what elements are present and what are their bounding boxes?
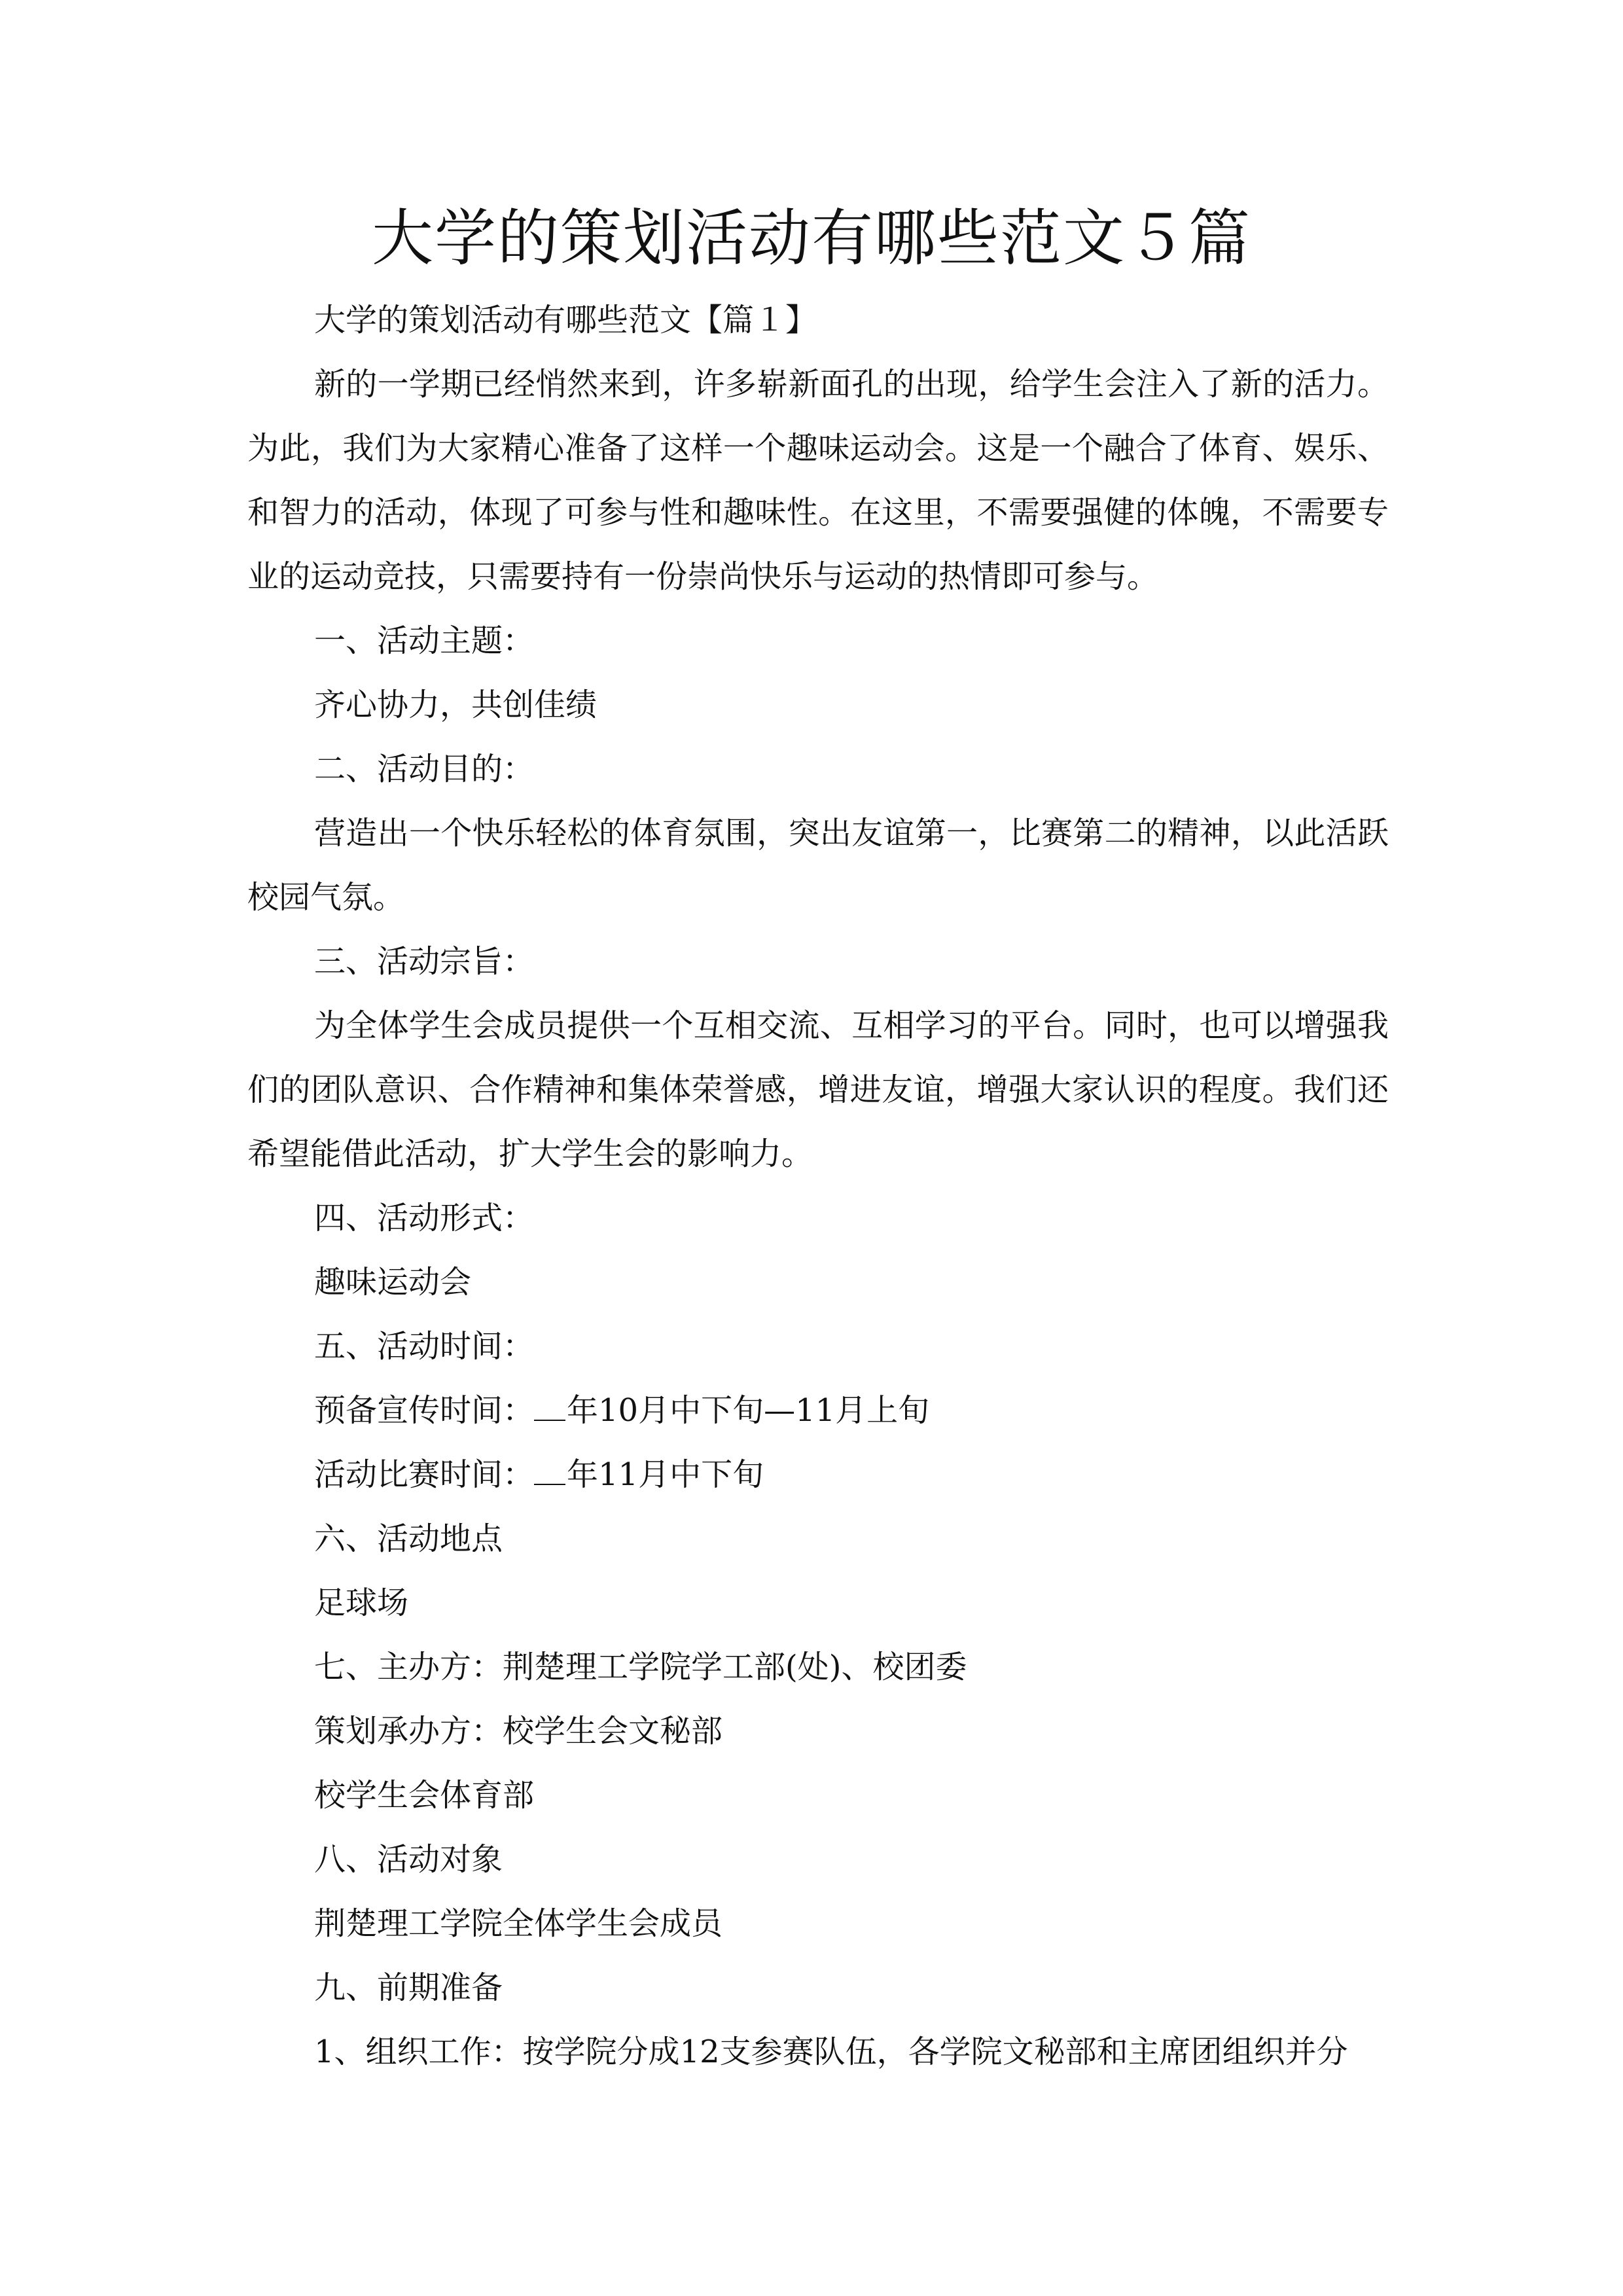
heading-audience: 八、活动对象 (314, 1841, 503, 1878)
intro-paragraph: 新的一学期已经悄然来到，许多崭新面孔的出现，给学生会注入了新的活力。为此，我们为大家精心准备了这样一个趣味运动会。这是一个融合了体育、娱乐、和智力的活动，体现了可参与性和趣味性。在这里，不需要强健的体魄，不需要专业的运动竞技，只需要持有一份崇尚快乐与运动的热情即可参与。 (247, 366, 1389, 595)
heading-purpose: 二、活动目的： (314, 751, 535, 787)
blank-underline (534, 1395, 565, 1421)
event-time-line (247, 1443, 1389, 1507)
organizer-line-1: 策划承办方：校学生会文秘部 (314, 1713, 723, 1749)
location-text: 足球场 (314, 1585, 409, 1621)
heading-tenet: 三、活动宗旨： (314, 943, 535, 980)
preparation-item-1: 1、组织工作：按学院分成12支参赛队伍，各学院文秘部和主席团组织并分 (314, 2034, 1348, 2070)
heading-theme: 一、活动主题： (314, 622, 535, 659)
heading-host: 七、主办方：荆楚理工学院学工部(处)、校团委 (314, 1649, 967, 1685)
document-body (247, 288, 1389, 2084)
tenet-text: 为全体学生会成员提供一个互相交流、互相学习的平台。同时，也可以增强我们的团队意识、合作精神和集体荣誉感，增进友谊，增强大家认识的程度。我们还希望能借此活动，扩大学生会的影响力。 (247, 1007, 1389, 1172)
event-time-label: 活动比赛时间： (314, 1456, 535, 1493)
blank-underline (534, 1459, 565, 1485)
section-heading: 大学的策划活动有哪些范文【篇１】 (314, 302, 817, 338)
prep-time-value: 年10月中下旬—11月上旬 (567, 1392, 930, 1429)
heading-time: 五、活动时间： (314, 1328, 535, 1365)
document-title: 大学的策划活动有哪些范文５篇 (371, 203, 1251, 274)
heading-preparation: 九、前期准备 (314, 1969, 503, 2006)
event-time-value: 年11月中下旬 (567, 1456, 764, 1493)
heading-location: 六、活动地点 (314, 1520, 503, 1557)
purpose-text: 营造出一个快乐轻松的体育氛围，突出友谊第一，比赛第二的精神，以此活跃校园气氛。 (247, 815, 1389, 916)
prep-time-line (247, 1378, 1389, 1443)
theme-text: 齐心协力，共创佳绩 (314, 687, 597, 723)
audience-text: 荆楚理工学院全体学生会成员 (314, 1905, 723, 1942)
organizer-line-2: 校学生会体育部 (314, 1777, 535, 1814)
heading-format: 四、活动形式： (314, 1200, 535, 1236)
format-text: 趣味运动会 (314, 1264, 472, 1300)
prep-time-label: 预备宣传时间： (314, 1392, 535, 1429)
